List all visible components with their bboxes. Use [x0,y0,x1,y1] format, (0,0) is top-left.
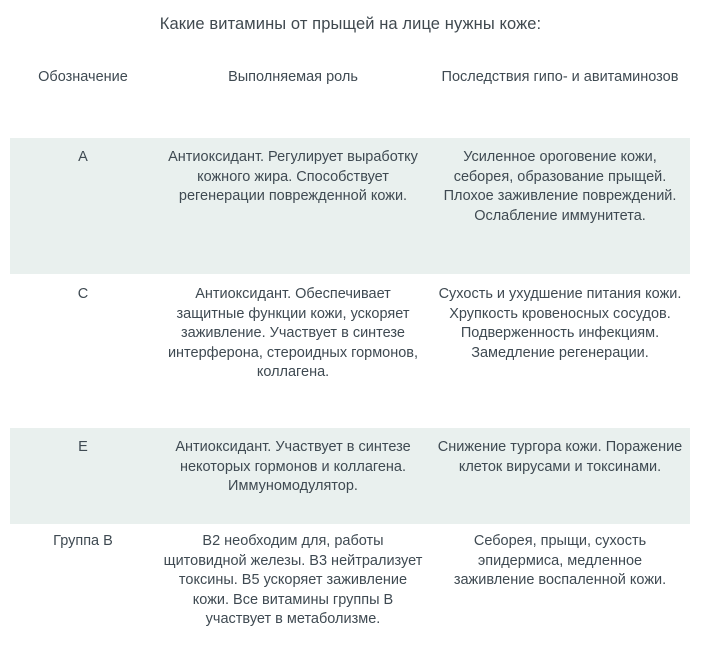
deficiency-cell: Снижение тургора кожи. Поражение клеток вирусами и токсинами. [437,439,683,475]
vitamins-table [10,58,690,654]
table-header-row [10,58,690,138]
vitamin-cell: С [77,286,89,302]
deficiency-cell: Сухость и ухудшение питания кожи. Хрупкость кровеносных сосудов. Подверженность инфекциям. Замедление регенерации. [438,286,682,361]
role-cell: Антиоксидант. Участвует в синтезе некоторых гормонов и коллагена. Иммуномодулятор. [175,439,411,494]
deficiency-cell: Себорея, прыщи, сухость эпидермиса, медленное заживление воспаленной кожи. [453,533,667,588]
vitamin-cell: А [78,149,88,165]
deficiency-cell: Усиленное ороговение кожи, себорея, образование прыщей. Плохое заживление повреждений. Ослабление иммунитета. [443,149,677,224]
vitamin-cell: Группа В [53,533,113,549]
table-row [10,274,690,428]
role-cell: В2 необходим для, работы щитовидной железы. В3 нейтрализует токсины. В5 ускоряет заживление кожи. Все витамины группы В участвует в метаболизме. [163,533,423,627]
header-role: Выполняемая роль [228,69,358,85]
vitamin-cell: Е [78,439,88,455]
role-cell: Антиоксидант. Обеспечивает защитные функции кожи, ускоряет заживление. Участвует в синтезе интерферона, стероидных гормонов, коллагена. [167,286,419,380]
header-deficiency: Последствия гипо- и авитаминозов [441,69,679,85]
table-row [10,428,690,524]
table-caption: Какие витамины от прыщей на лице нужны коже: [159,15,542,33]
header-designation: Обозначение [38,69,128,85]
table-row [10,524,690,654]
table-row [10,138,690,274]
role-cell: Антиоксидант. Регулирует выработку кожного жира. Способствует регенерации поврежденной кожи. [168,149,418,204]
